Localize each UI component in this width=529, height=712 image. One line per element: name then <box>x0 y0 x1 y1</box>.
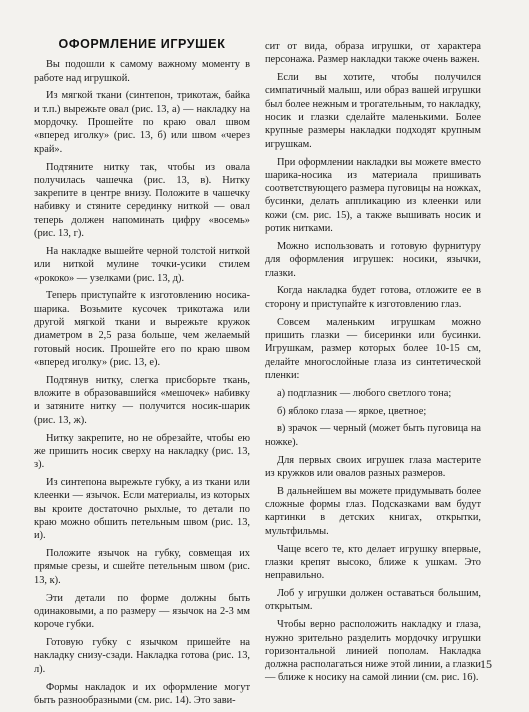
paragraph: Лоб у игрушки должен оставаться большим, открытым. <box>265 588 481 613</box>
paragraph: При оформлении накладки вы можете вместо шарика-носика из материала пришивать соответствующего размера пуговицы на ножках, бусинки, делать аппликацию из клеенки или кожи (см. рис. 15), а также вышивать носик и ротик нитками. <box>265 156 481 235</box>
paragraph: Для первых своих игрушек глаза мастерите из кружков или овалов разных размеров. <box>265 454 481 479</box>
paragraph: В дальнейшем вы можете придумывать более сложные формы глаз. Подсказками вам будут картинки в детских книгах, открытки, мультфильмы. <box>265 485 481 537</box>
paragraph: Нитку закрепите, но не обрезайте, чтобы ею же пришить носик сверху на накладку (рис. 13, з). <box>34 432 250 471</box>
paragraph: Эти детали по форме должны быть одинаковыми, а по размеру — язычок на 2-3 мм короче губки. <box>34 592 250 631</box>
paragraph: Если вы хотите, чтобы получился симпатичный малыш, или образ вашей игрушки был более нежным и трогательным, то накладку, носик и глазки сделайте маленькими. Более крупные размеры накладки подходят крупным игрушкам. <box>265 72 481 150</box>
paragraph: Из синтепона вырежьте губку, а из ткани или клеенки — язычок. Если материалы, из которых вы кроите достаточно рыхлые, то детали по краю можно обшить петельным швом (рис. 13, и). <box>34 477 250 542</box>
paragraph: Чтобы верно расположить накладку и глаза, нужно зрительно разделить мордочку игрушки горизонтальной линией пополам. Накладка должна располагаться ниже этой линии, а глазки — ближе к носику на самой линии (см. рис. 16). <box>265 619 481 684</box>
paragraph: Вы подошли к самому важному моменту в работе над игрушкой. <box>34 59 250 84</box>
left-column <box>34 38 250 712</box>
page-title: ОФОРМЛЕНИЕ ИГРУШЕК <box>58 37 226 51</box>
paragraph: Чаще всего те, кто делает игрушку впервые, глазки крепят высоко, ближе к ушкам. Это неправильно. <box>265 543 481 582</box>
paragraph: На накладке вышейте черной толстой ниткой или ниткой мулине точки-усики стилем «рококо» — узелками (рис. 13, д). <box>34 245 250 284</box>
paragraph: Можно использовать и готовую фурнитуру для оформления игрушек: носики, язычки, глазки. <box>265 240 481 279</box>
paragraph: Подтяните нитку так, чтобы из овала получилась чашечка (рис. 13, в). Нитку закрепите в центре внизу. Положите в чашечку набивку и стяните серединку ниткой — овал теперь должен напоминать цифру «восемь» (рис. 13, г). <box>34 161 250 240</box>
paragraph: Готовую губку с язычком пришейте на накладку снизу-сзади. Накладка готова (рис. 13, л). <box>34 637 250 675</box>
list-item: а) подглазник — любого светлого тона; <box>277 387 452 399</box>
paragraph: Формы накладок и их оформление могут быть разнообразными (см. рис. 14). Это зави- <box>34 681 250 706</box>
page-number: 15 <box>480 657 492 671</box>
list-item: в) зрачок — черный (может быть пуговица на ножке). <box>265 423 481 448</box>
paragraph: сит от вида, образа игрушки, от характера персонажа. Размер накладки также очень важен. <box>265 41 481 66</box>
paragraph: Теперь приступайте к изготовлению носика-шарика. Возьмите кусочек трикотажа или другой мягкой ткани и вырежьте кружок диаметром в 2,5 раза больше, чем желаемый готовый носик. Прошейте его по краю швом «вперед иголку» (рис. 13, е). <box>34 290 250 368</box>
paragraph: Когда накладка будет готова, отложите ее в сторону и приступайте к изготовлению глаз. <box>265 285 481 310</box>
paragraph: Совсем маленьким игрушкам можно пришить глазки — бисеринки или бусинки. Игрушкам, размер которых более 10-15 см, делайте многослойные глаза из синтетической пленки: <box>265 316 481 381</box>
paragraph: Подтянув нитку, слегка присборьте ткань, вложите в образовавшийся «мешочек» набивку и затяните нитку — получится носик-шарик (рис. 13, ж). <box>34 374 250 426</box>
list-item: б) яблоко глаза — яркое, цветное; <box>277 405 427 417</box>
paragraph: Из мягкой ткани (синтепон, трикотаж, байка и т.п.) вырежьте овал (рис. 13, а) — накладку на мордочку. Прошейте по краю овал швом «вперед иголку» (рис. 13, б) или швом «через край». <box>34 90 250 155</box>
paragraph: Положите язычок на губку, совмещая их прямые срезы, и сшейте петельным швом (рис. 13, к). <box>34 548 250 586</box>
right-column <box>265 40 481 689</box>
